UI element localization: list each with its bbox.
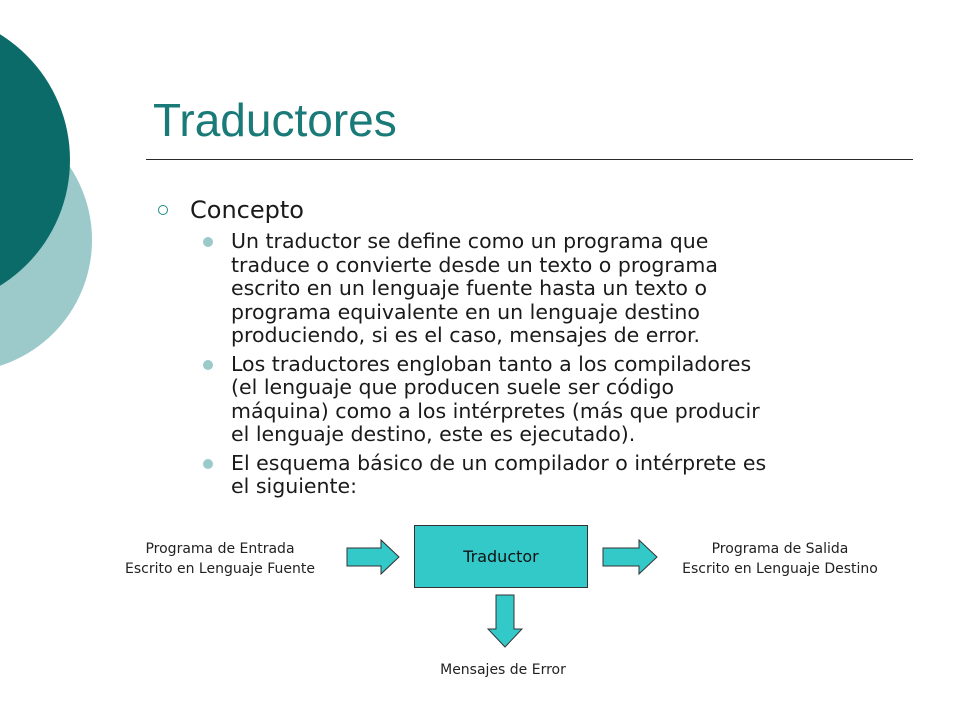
bullet-text: Un traductor se define como un programa que traduce o convierte desde un texto o programa escrito en un lenguaje fuente hasta un texto o programa equivalente en un lenguaje destino produciendo, si es el caso, mensajes de error. [231, 229, 718, 347]
bullet-text: El esquema básico de un compilador o intérprete es el siguiente: [231, 450, 767, 498]
bullet-text: Los traductores engloban tanto a los compiladores (el lenguaje que producen suele ser código máquina) como a los intérpretes (más que producir el lenguaje destino, este es ejecutado). [231, 351, 760, 446]
output-program-label: Programa de Salida Escrito en Lenguaje Destino [682, 541, 878, 577]
section-heading-row [155, 192, 915, 228]
slide-title: Traductores [153, 94, 397, 146]
decorative-circles [0, 0, 160, 420]
translator-box [414, 525, 588, 588]
dot-bullet-icon [203, 360, 213, 370]
title-divider [146, 159, 913, 160]
translator-label: Traductor [463, 547, 539, 566]
error-messages-label: Mensajes de Error [440, 662, 566, 678]
input-arrow-icon [346, 539, 400, 575]
dot-bullet-icon [203, 459, 213, 469]
ring-bullet-icon [158, 205, 168, 215]
slide-content [155, 192, 915, 504]
bullet-item [155, 230, 915, 348]
section-heading: Concepto [190, 196, 304, 224]
bullet-list [155, 230, 915, 499]
dot-bullet-icon [203, 237, 213, 247]
output-arrow-icon [602, 539, 658, 575]
bullet-item [155, 353, 915, 447]
bullet-item [155, 452, 915, 499]
error-arrow-icon [487, 594, 523, 648]
input-program-label: Programa de Entrada Escrito en Lenguaje Fuente [124, 541, 315, 577]
